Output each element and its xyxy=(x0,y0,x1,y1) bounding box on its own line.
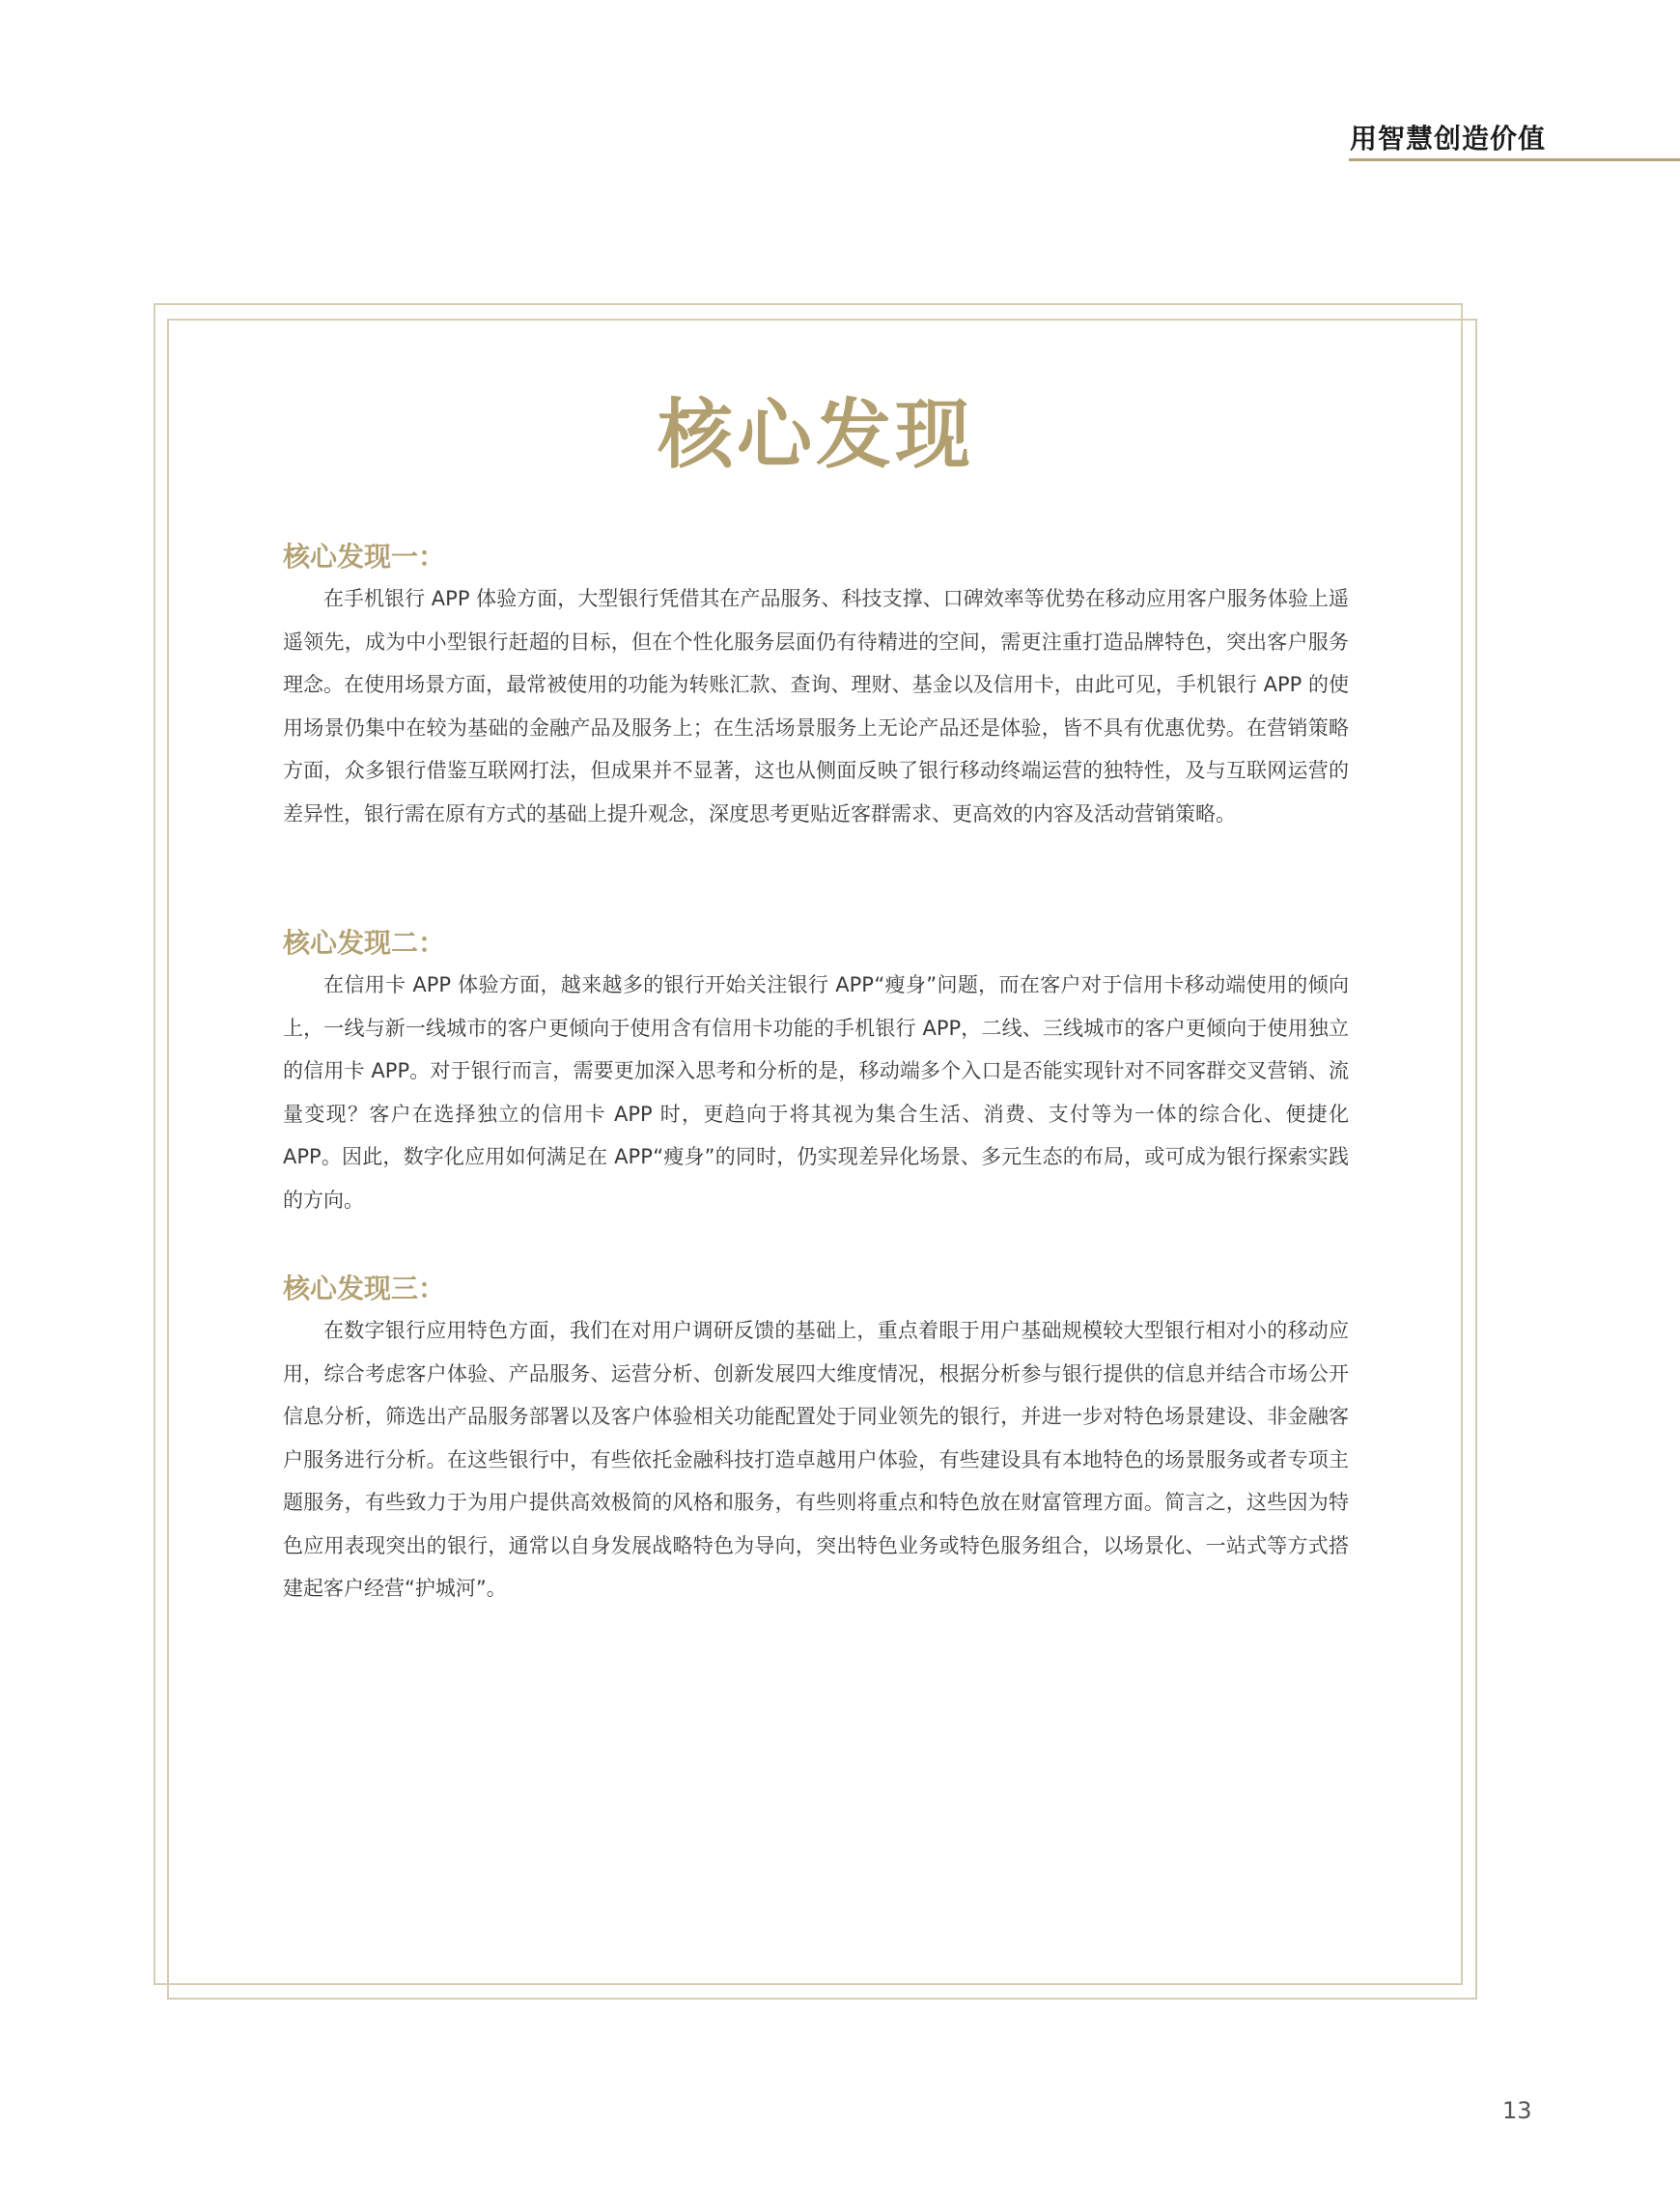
finding-heading: 核心发现二： xyxy=(283,927,446,959)
header-rule xyxy=(1349,158,1680,161)
finding-body: 在手机银行 APP 体验方面，大型银行凭借其在产品服务、科技支撑、口碑效率等优势在移动应用客户服务体验上遥遥领先，成为中小型银行赶超的目标，但在个性化服务层面仍有待精进的空间，需更注重打造品牌特色，突出客户服务理念。在使用场景方面，最常被使用的功能为转账汇款、查询、理财、基金以及信用卡，由此可见，手机银行 APP 的使用场景仍集中在较为基础的金融产品及服务上；在生活场景服务上无论产品还是体验，皆不具有优惠优势。在营销策略方面，众多银行借鉴互联网打法，但成果并不显著，这也从侧面反映了银行移动终端运营的独特性，及与互联网运营的差异性，银行需在原有方式的基础上提升观念，深度思考更贴近客群需求、更高效的内容及活动营销策略。 xyxy=(283,587,1349,826)
finding-section-3 xyxy=(283,1269,1349,1610)
running-header-title: 用智慧创造价值 xyxy=(1350,123,1547,154)
finding-section-1 xyxy=(283,537,1349,835)
finding-section-2 xyxy=(283,923,1349,1221)
page-title: 核心发现 xyxy=(657,392,974,479)
finding-heading: 核心发现三： xyxy=(283,1273,446,1304)
finding-body: 在数字银行应用特色方面，我们在对用户调研反馈的基础上，重点着眼于用户基础规模较大型银行相对小的移动应用，综合考虑客户体验、产品服务、运营分析、创新发展四大维度情况，根据分析参与银行提供的信息并结合市场公开信息分析，筛选出产品服务部署以及客户体验相关功能配置处于同业领先的银行，并进一步对特色场景建设、非金融客户服务进行分析。在这些银行中，有些依托金融科技打造卓越用户体验，有些建设具有本地特色的场景服务或者专项主题服务，有些致力于为用户提供高效极简的风格和服务，有些则将重点和特色放在财富管理方面。简言之，这些因为特色应用表现突出的银行，通常以自身发展战略特色为导向，突出特色业务或特色服务组合，以场景化、一站式等方式搭建起客户经营“护城河”。 xyxy=(283,1319,1349,1600)
page-number: 13 xyxy=(1502,2097,1532,2124)
finding-heading: 核心发现一： xyxy=(283,541,446,573)
finding-body: 在信用卡 APP 体验方面，越来越多的银行开始关注银行 APP“瘦身”问题，而在客户对于信用卡移动端使用的倾向上，一线与新一线城市的客户更倾向于使用含有信用卡功能的手机银行 APP，二线、三线城市的客户更倾向于使用独立的信用卡 APP。对于银行而言，需要更加深入思考和分析的是，移动端多个入口是否能实现针对不同客群交叉营销、流量变现？客户在选择独立的信用卡 APP 时，更趋向于将其视为集合生活、消费、支付等为一体的综合化、便捷化 APP。因此，数字化应用如何满足在 APP“瘦身”的同时，仍实现差异化场景、多元生态的布局，或可成为银行探索实践的方向。 xyxy=(283,973,1349,1212)
